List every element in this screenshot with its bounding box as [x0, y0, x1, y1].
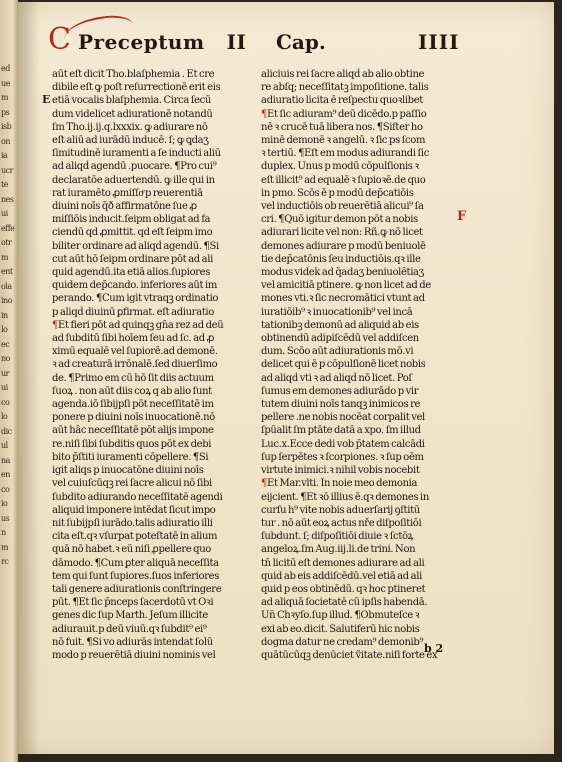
text-line: delicet qui ē p cōpulſionē licet nobis — [261, 359, 426, 371]
text-line: exi ab eo.dicit. Salutiferū hic nobis — [261, 623, 420, 635]
text-line: ad ſubditū ſibi hoīem ſeu ad ſc. ad ꝓ — [52, 333, 215, 345]
prev-page-fragment: io — [1, 499, 8, 508]
text-line: quātūcūqꝫ denūciet ṽitate.niſi forte ex — [261, 649, 438, 661]
text-line: biliter ordinare ad aliqḋ agendū. ¶Si — [52, 240, 219, 252]
running-title — [78, 30, 246, 54]
paragraph-mark: ¶ — [52, 319, 59, 331]
prev-page-fragment: ia — [1, 151, 8, 160]
incunable-page — [18, 2, 554, 754]
prev-page-fragment: effe — [1, 223, 15, 233]
prev-page-fragment: ui — [1, 209, 8, 218]
text-line: cut aūt hō ſeipm ordinare pōt ad ali — [52, 253, 213, 265]
text-line: ad aliqḋ agendū .puocare. ¶Pro cui⁹ — [52, 161, 217, 173]
text-line: tn̄ licitū eſt demones adiurare ad ali — [261, 557, 425, 569]
prev-page-fragment: ec — [1, 339, 10, 349]
text-line: adiurari licite vel non: Rñ.ꝙ nō licet — [261, 227, 423, 239]
text-line: eijcient. ¶Et ꝛō illius ē.qꝛ demones in — [261, 491, 429, 503]
text-line: dogma datur ne credam⁹ demonib⁹ — [261, 636, 424, 648]
text-line: aūt eſt dicit Tho.blaſphemia . Et cre — [52, 69, 215, 80]
text-line: ꝛ ad creaturā irrōnalē.ſed diuerſimo — [52, 359, 218, 371]
prev-page-fragment: ucr — [1, 165, 13, 175]
prev-page-fragment: m — [1, 93, 9, 102]
margin-letter-left: E — [42, 93, 51, 106]
text-line: declaratōe aduertendū. ꝙ ille qui in — [52, 174, 215, 186]
prev-page-fragment: co — [1, 397, 10, 407]
text-line: re abſq; neceſſitatꝫ impoſitione. talis — [261, 82, 429, 94]
text-line: ponere p diuini noīs inuocationē.nō — [52, 412, 215, 424]
rubricated-initial: C — [48, 22, 71, 57]
running-title-word: Preceptum — [78, 30, 205, 54]
text-line: pūt. ¶Et ſic p̄nceps ſacerdotū vt Oꝛi — [52, 597, 214, 609]
prev-page-fragment: ue — [1, 78, 10, 88]
text-line: ſpūalit ſm ptāte datā a xpo. ſm illuḋ — [261, 425, 421, 437]
text-line: mones vti.ꝛ ſic necromātici vtunt ad — [261, 293, 425, 305]
prev-page-fragment: ur — [1, 368, 9, 378]
text-line: nō fuit. ¶Si vo adiurās intendat ſolū — [52, 636, 213, 648]
text-line: genes dic ſup Marth. Jeſum illicite — [52, 610, 208, 622]
text-line: obtinendū adipiſcēdū vel addiſcen — [261, 333, 419, 345]
prev-page-fragment: ino — [1, 296, 13, 305]
prev-page-fragment: lo — [1, 412, 8, 421]
text-line: tutem diuini noīs tanqꝫ inimicos re — [261, 399, 421, 411]
prev-page-fragment: ent — [1, 267, 13, 276]
text-line: ſimitudinē iuramenti a ſe inducti aliū — [52, 148, 221, 160]
text-line: vel cuiuſcūqꝫ rei ſacre alicui nō ſibi — [52, 478, 212, 490]
text-line: nē ꝛ crucē tuā libera nos. ¶Siſter ho — [261, 121, 423, 133]
text-line: ximū equalē vel ſupiorē.ad demonē. — [52, 346, 218, 358]
prev-page-fragment: nes — [1, 194, 14, 204]
prev-page-fragment: dic — [1, 426, 12, 436]
prev-page-fragment: lo — [1, 325, 8, 334]
text-line: miſſiōis inducit.ſeipm obligat ad fa — [52, 214, 211, 226]
text-line: re.niſi ſibi ſubditis quos pōt ex debi — [52, 438, 212, 450]
prev-page-fragment: ed — [1, 64, 10, 73]
margin-letter-right: F — [457, 209, 467, 224]
prev-page-fragment: na — [1, 455, 10, 465]
text-line: eſt illicit⁹ ad equalē ꝛ ſupioꝛē.de quo — [261, 174, 426, 186]
prev-page-fragment: no — [1, 354, 10, 363]
text-line: tationibꝫ demonū ad aliquid ab eis — [261, 319, 419, 331]
prev-page-fragment: te — [1, 180, 8, 189]
chapter-label: Cap. — [276, 30, 326, 54]
paragraph-mark: ¶ — [261, 478, 268, 490]
prev-page-fragment: isb — [1, 122, 12, 131]
text-line: cri. ¶Quō igitur demon pōt a nobis — [261, 214, 418, 226]
text-line: ſuoꝝ . non aūt diis coꝝ q ab alio ſunt — [52, 385, 212, 397]
prev-page-fragment: m — [1, 252, 9, 262]
text-line: Un̄ Chꝛyſo.ſup illuḋ. ¶Obmuteſce ꝛ — [261, 610, 420, 622]
right-text-column — [261, 68, 451, 662]
text-line: aliquid imponere intēdat ſicut impo — [52, 504, 216, 516]
text-line: ad aliquā ſocietatē cū ipſis habendā. — [261, 597, 428, 609]
text-line: nit ſubijpſi iurādo.talis adiuratio illi — [52, 517, 213, 529]
left-text-column — [52, 68, 230, 662]
prev-page-fragment: ola — [1, 281, 12, 291]
text-line: vel amicitiā ptinere. ꝙ non licet ad de — [261, 280, 431, 292]
text-line: modus videk ad q̄adaʒ beniuolētiaʒ — [261, 267, 424, 279]
text-line: modo p reuerētiā diuini nominis vel — [52, 649, 216, 661]
text-line: quā nō habet.ꝛ eū niſi ꝓpellere quo — [52, 544, 211, 556]
text-line: ¶Et ſic adiuram⁹ deū dicēdo.p paſſio — [261, 108, 427, 120]
prev-page-fragment: in — [1, 310, 8, 320]
text-line: ſm Tho.ij.ij.q.lxxxix. ꝙ adiurare nō — [52, 121, 208, 133]
prev-page-fragment: us — [1, 513, 10, 523]
text-line: ¶Et Mar.vlti. In noie meo demonia — [261, 478, 418, 490]
text-line: virtute inimici.ꝛ nihil vobis nocebit — [261, 465, 420, 477]
signature-mark: b 2 — [424, 642, 444, 655]
text-line: eſt aliū ad iurādū inducē. ſ; ꝙ ꝗdaʒ — [52, 135, 209, 147]
gutter-shadow — [18, 2, 40, 754]
text-line: vel inductiōis ob reuerētiā alicui⁹ ſa — [261, 201, 424, 213]
previous-page-edge — [0, 0, 18, 762]
text-line: adiurauit.p deū viuū.qꝛ ſubdit⁹ ei⁹ — [52, 623, 207, 635]
prev-page-fragment: ul — [1, 441, 8, 450]
text-line: ſubdito adiurando neceſſitatē agendi — [52, 491, 223, 503]
text-line: igit aliqs p inuocatōne diuini noīs — [52, 465, 204, 477]
chapter-number: IIII — [418, 30, 460, 54]
text-line: in pmo. Scōs ē p modū dep̄catiōis — [261, 187, 414, 199]
text-line: minē demonē ꝛ angelū. ꝛ ſic ps ſcom — [261, 135, 426, 147]
text-line: Luc.x.Ecce dedi vob p̄tatem calcādi — [261, 438, 425, 450]
text-line: adiuratio licita ē reſpectu quoꝛlibet — [261, 95, 423, 107]
text-line: agenda.iō ſibijpſi pōt neceſſitatē im — [52, 399, 214, 411]
text-line: tem qui ſunt ſupiores.ſuos inferiores — [52, 570, 219, 582]
text-line: ſubdunt. ſ; diſpoſitiōi diuie ꝛ ſctōꝝ — [261, 531, 414, 543]
text-line: tie dep̄catōnis ſeu inductiōis.qꝛ ille — [261, 253, 421, 265]
prev-page-fragment: m — [1, 542, 9, 552]
text-line: demones adiurare p modū beniuolē — [261, 240, 426, 252]
text-line: ¶Et fieri pōt ad quinqꝫ gn̄a rez ad deū — [52, 319, 224, 331]
text-line: ꝛ tertiū. ¶Eſt em modus adiurandi ſic — [261, 148, 429, 160]
text-line: dum videlicet adiurationē notandū — [52, 108, 213, 120]
prev-page-fragment: co — [1, 484, 10, 494]
text-line: tali genere adiurationis conſtringere — [52, 583, 222, 595]
text-line: tur . nō aūt eoꝝ actus nře diſpoſitiōi — [261, 517, 422, 529]
text-line: cita eſt.qꝛ vſurpat poteſtatē in alium — [52, 531, 218, 543]
text-line: p aliqḋ diuinū ꝑfirmat. eſt adiuratio — [52, 306, 214, 318]
prev-page-fragment: on — [1, 136, 10, 146]
text-line: quid agendū.ita etiā alios.ſupiores — [52, 267, 211, 279]
text-line: ciendū qd ꝓmittit. qd eſt ſeipm imo — [52, 227, 213, 239]
text-line: angeloꝝ.ſm Aug.iij.li.de trini. Non — [261, 544, 416, 556]
text-line: rat iuramēto ꝓmiſſoͤ p reuerentiā — [52, 187, 203, 199]
text-line: iuratiōib⁹ ꝛ inuocationib⁹ vel incā — [261, 306, 413, 318]
text-line: quidem dep̄cando. inferiores aūt im — [52, 280, 217, 292]
prev-page-fragment: otr — [1, 238, 12, 247]
text-line: de. ¶Primo em cū hō ſit diis actuum — [52, 372, 214, 384]
text-line: aliciuis rei ſacre aliqḋ ab alio obtine — [261, 69, 425, 80]
text-line: ad aliqḋ vti ꝛ ad aliqḋ nō licet. Poſ — [261, 372, 412, 384]
prev-page-fragment: rc — [1, 557, 9, 566]
prev-page-fragment: ps — [1, 107, 10, 117]
prev-page-fragment: ui — [1, 383, 8, 392]
running-title-numeral: II — [226, 30, 247, 54]
text-line: aūt hāc neceſſitatē pōt alijs impone — [52, 425, 214, 437]
text-line: ſumus em demones adiurādo p vir — [261, 385, 419, 397]
text-line: dāmodo. ¶Cum ꝑter aliquā neceſſita — [52, 557, 219, 569]
prev-page-fragment: n — [1, 528, 6, 537]
text-line: quid ab eis addiſcēdū.vel etiā ad ali — [261, 570, 422, 582]
text-line: quid p eos obtinēdū. qꝛ hoc ptineret — [261, 583, 426, 595]
text-line: pellere .ne nobis nocēat corpalit vel — [261, 412, 425, 424]
text-line: duplex. Unus p modū cōpulſionis ꝛ — [261, 161, 419, 173]
text-line: perando. ¶Cum igit vtraqꝫ ordinatio — [52, 293, 219, 305]
prev-page-fragment: en — [1, 470, 10, 479]
paragraph-mark: ¶ — [261, 108, 268, 120]
text-line: dibile eſt ꝙ poſt reſurrectionē erit eis — [52, 82, 221, 94]
text-line: etiā vocalis blaſphemia. Circa ſecū — [52, 95, 212, 107]
text-line: ſup ſerpētes ꝛ ſcorpiones. ꝛ ſup oēm — [261, 451, 424, 463]
text-line: bito p̄ſtiti iuramenti cōpellere. ¶Si — [52, 451, 209, 463]
text-line: diuini noīs q̄ð affirmatōne ſue ꝓ — [52, 201, 197, 213]
text-line: curſu h⁹ vite nobis aduerſarij ꝯſtitū — [261, 504, 420, 516]
text-line: dum. Scōo aūt adiurationis mō.vi — [261, 346, 414, 358]
